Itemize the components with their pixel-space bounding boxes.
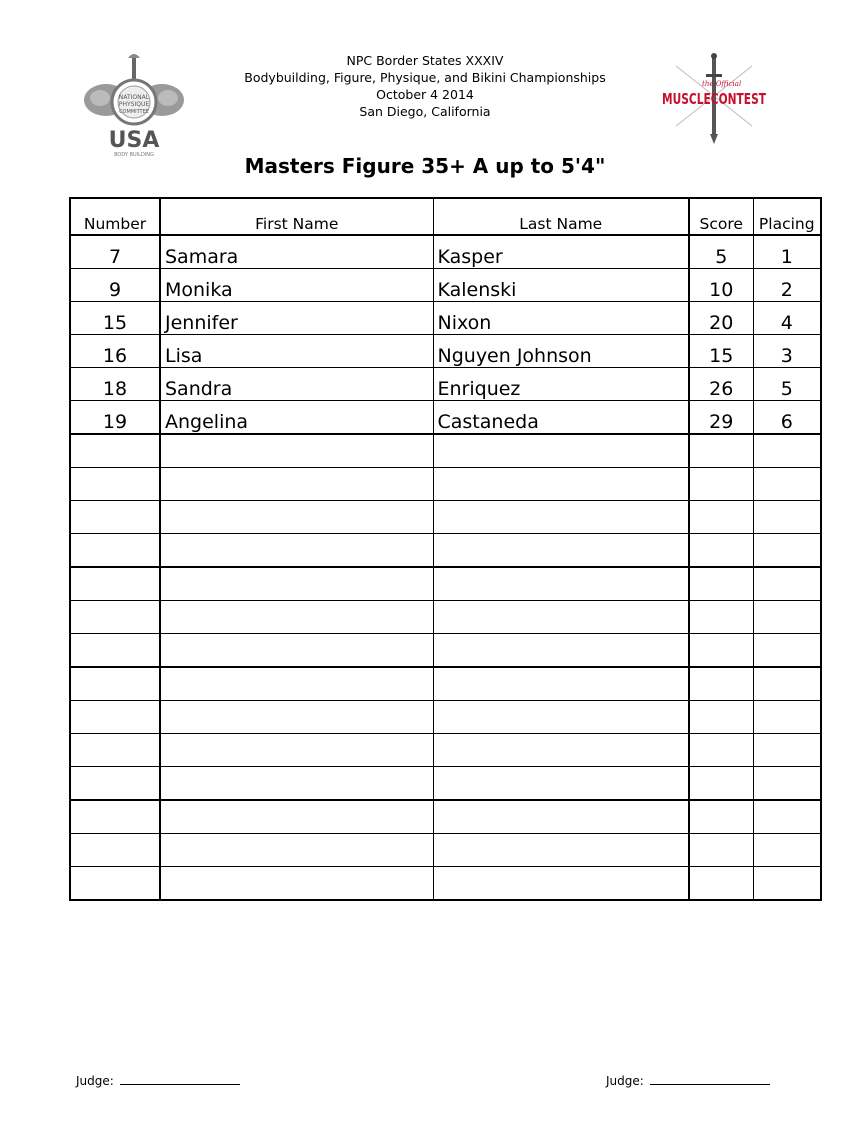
- cell-last-name: Nguyen Johnson: [433, 335, 689, 368]
- table-row: [70, 302, 821, 335]
- judge-signature-left: [76, 1074, 240, 1088]
- cell-first-name: [160, 434, 433, 468]
- empty-table-row: [70, 701, 821, 734]
- empty-table-row: [70, 468, 821, 501]
- npc-usa-emblem-icon: [78, 52, 190, 160]
- cell-number: [70, 601, 160, 634]
- results-table: [69, 197, 822, 901]
- cell-number: [70, 468, 160, 501]
- cell-placing: [753, 834, 821, 867]
- svg-text:BODY BUILDING: BODY BUILDING: [114, 152, 154, 158]
- empty-table-row: [70, 534, 821, 568]
- cell-score: [689, 634, 753, 668]
- cell-number: 9: [70, 269, 160, 302]
- empty-table-row: [70, 667, 821, 701]
- cell-score: [689, 567, 753, 601]
- event-location: San Diego, California: [359, 104, 491, 119]
- cell-score: [689, 734, 753, 767]
- cell-first-name: [160, 734, 433, 767]
- cell-last-name: [433, 601, 689, 634]
- cell-placing: [753, 767, 821, 801]
- cell-placing: 3: [753, 335, 821, 368]
- cell-last-name: [433, 634, 689, 668]
- cell-number: 7: [70, 235, 160, 269]
- cell-first-name: Lisa: [160, 335, 433, 368]
- cell-first-name: [160, 534, 433, 568]
- cell-placing: [753, 534, 821, 568]
- cell-placing: [753, 601, 821, 634]
- event-date: October 4 2014: [376, 87, 474, 102]
- svg-text:NATIONAL: NATIONAL: [118, 94, 150, 101]
- cell-placing: [753, 567, 821, 601]
- cell-last-name: Nixon: [433, 302, 689, 335]
- empty-table-row: [70, 734, 821, 767]
- cell-score: [689, 601, 753, 634]
- cell-last-name: [433, 501, 689, 534]
- cell-first-name: [160, 601, 433, 634]
- cell-placing: 5: [753, 368, 821, 401]
- svg-text:the Official: the Official: [702, 80, 742, 88]
- cell-number: 18: [70, 368, 160, 401]
- cell-score: 29: [689, 401, 753, 435]
- empty-table-row: [70, 767, 821, 801]
- cell-first-name: Jennifer: [160, 302, 433, 335]
- table-row: [70, 269, 821, 302]
- cell-number: [70, 867, 160, 901]
- empty-table-row: [70, 867, 821, 901]
- cell-score: [689, 434, 753, 468]
- cell-last-name: [433, 834, 689, 867]
- cell-number: [70, 834, 160, 867]
- event-divisions: Bodybuilding, Figure, Physique, and Bikini Championships: [244, 70, 606, 85]
- empty-table-row: [70, 634, 821, 668]
- event-header: [200, 52, 650, 120]
- cell-number: [70, 701, 160, 734]
- cell-number: [70, 534, 160, 568]
- cell-number: [70, 634, 160, 668]
- cell-score: [689, 667, 753, 701]
- svg-text:MUSCLECONTEST: MUSCLECONTEST: [662, 90, 767, 108]
- empty-table-row: [70, 601, 821, 634]
- cell-score: [689, 501, 753, 534]
- cell-first-name: [160, 701, 433, 734]
- cell-first-name: [160, 567, 433, 601]
- cell-number: 15: [70, 302, 160, 335]
- cell-number: [70, 800, 160, 834]
- cell-score: 26: [689, 368, 753, 401]
- cell-number: [70, 434, 160, 468]
- cell-first-name: [160, 767, 433, 801]
- column-header-last-name: Last Name: [433, 198, 689, 235]
- cell-first-name: Sandra: [160, 368, 433, 401]
- musclecontest-sword-icon: [656, 46, 772, 144]
- cell-number: [70, 667, 160, 701]
- empty-table-row: [70, 501, 821, 534]
- event-name: NPC Border States XXXIV: [346, 53, 504, 68]
- table-row: [70, 335, 821, 368]
- cell-first-name: [160, 468, 433, 501]
- cell-first-name: Samara: [160, 235, 433, 269]
- cell-score: 5: [689, 235, 753, 269]
- svg-text:USA: USA: [108, 128, 160, 153]
- cell-last-name: Kalenski: [433, 269, 689, 302]
- cell-first-name: [160, 834, 433, 867]
- cell-last-name: [433, 734, 689, 767]
- cell-number: [70, 734, 160, 767]
- cell-score: 10: [689, 269, 753, 302]
- signature-line: [120, 1074, 240, 1085]
- cell-last-name: [433, 534, 689, 568]
- cell-first-name: Angelina: [160, 401, 433, 435]
- cell-first-name: [160, 634, 433, 668]
- cell-first-name: [160, 867, 433, 901]
- cell-last-name: [433, 468, 689, 501]
- cell-score: [689, 867, 753, 901]
- cell-score: [689, 468, 753, 501]
- cell-last-name: Enriquez: [433, 368, 689, 401]
- cell-last-name: [433, 800, 689, 834]
- table-row: [70, 368, 821, 401]
- cell-first-name: Monika: [160, 269, 433, 302]
- cell-score: [689, 534, 753, 568]
- signature-line: [650, 1074, 770, 1085]
- column-header-score: Score: [689, 198, 753, 235]
- svg-text:PHYSIQUE: PHYSIQUE: [118, 101, 150, 108]
- cell-last-name: [433, 567, 689, 601]
- cell-number: [70, 767, 160, 801]
- cell-score: [689, 834, 753, 867]
- cell-last-name: [433, 701, 689, 734]
- empty-table-row: [70, 834, 821, 867]
- cell-number: 19: [70, 401, 160, 435]
- cell-last-name: [433, 667, 689, 701]
- cell-score: 20: [689, 302, 753, 335]
- judge-label: Judge:: [606, 1074, 644, 1088]
- cell-last-name: Castaneda: [433, 401, 689, 435]
- cell-placing: [753, 800, 821, 834]
- cell-placing: 1: [753, 235, 821, 269]
- empty-table-row: [70, 800, 821, 834]
- svg-text:COMMITTEE: COMMITTEE: [119, 109, 149, 115]
- musclecontest-logo: [656, 46, 772, 144]
- column-header-number: Number: [70, 198, 160, 235]
- table-row: [70, 235, 821, 269]
- cell-score: [689, 767, 753, 801]
- cell-placing: [753, 634, 821, 668]
- cell-last-name: [433, 434, 689, 468]
- cell-placing: [753, 701, 821, 734]
- cell-score: [689, 701, 753, 734]
- cell-placing: [753, 468, 821, 501]
- cell-first-name: [160, 501, 433, 534]
- cell-number: 16: [70, 335, 160, 368]
- cell-placing: [753, 734, 821, 767]
- cell-score: 15: [689, 335, 753, 368]
- cell-placing: [753, 667, 821, 701]
- column-header-first-name: First Name: [160, 198, 433, 235]
- empty-rows: [70, 434, 821, 900]
- judge-label: Judge:: [76, 1074, 114, 1088]
- cell-placing: [753, 501, 821, 534]
- cell-last-name: [433, 867, 689, 901]
- empty-table-row: [70, 434, 821, 468]
- cell-number: [70, 567, 160, 601]
- empty-table-row: [70, 567, 821, 601]
- cell-placing: [753, 867, 821, 901]
- cell-first-name: [160, 667, 433, 701]
- cell-number: [70, 501, 160, 534]
- table-header-row: [70, 198, 821, 235]
- cell-placing: 4: [753, 302, 821, 335]
- npc-usa-logo: [78, 52, 190, 160]
- judge-signature-right: [606, 1074, 770, 1088]
- cell-last-name: [433, 767, 689, 801]
- cell-placing: 2: [753, 269, 821, 302]
- division-title: Masters Figure 35+ A up to 5'4": [244, 154, 606, 178]
- cell-placing: 6: [753, 401, 821, 435]
- table-row: [70, 401, 821, 435]
- cell-score: [689, 800, 753, 834]
- cell-placing: [753, 434, 821, 468]
- cell-last-name: Kasper: [433, 235, 689, 269]
- cell-first-name: [160, 800, 433, 834]
- column-header-placing: Placing: [753, 198, 821, 235]
